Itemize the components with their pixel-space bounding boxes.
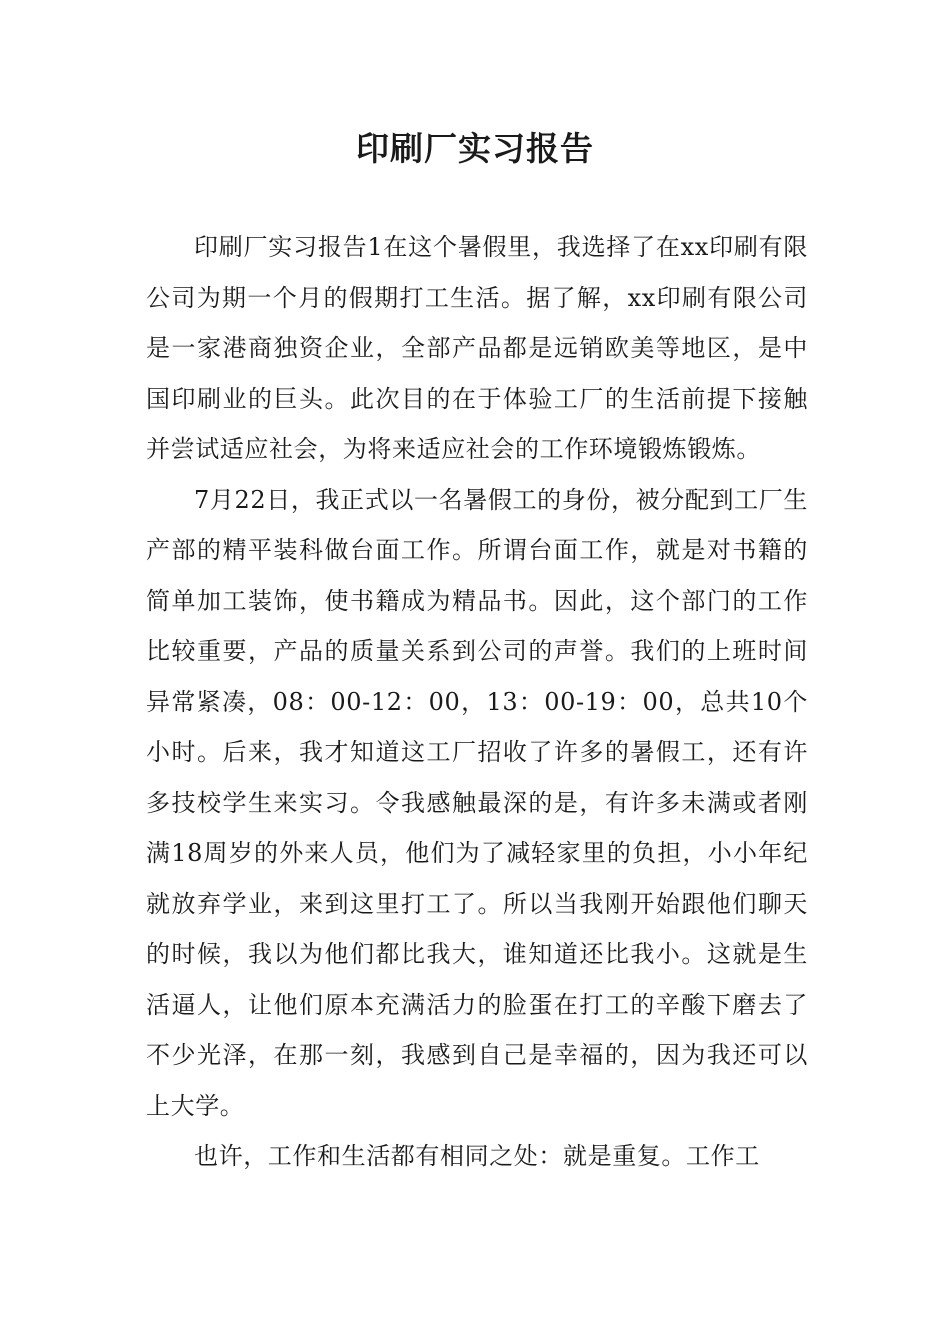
paragraph-2: 7月22日，我正式以一名暑假工的身份，被分配到工厂生产部的精平装科做台面工作。所谓台面工作，就是对书籍的简单加工装饰，使书籍成为精品书。因此，这个部门的工作比较重要，产品的质量关系到公司的声誉。我们的上班时间异常紧凑，08：00-12：00，13：00-19：00，总共10个小时。后来，我才知道这工厂招收了许多的暑假工，还有许多技校学生来实习。令我感触最深的是，有许多未满或者刚满18周岁的外来人员，他们为了减轻家里的负担，小小年纪就放弃学业，来到这里打工了。所以当我刚开始跟他们聊天的时候，我以为他们都比我大，谁知道还比我小。这就是生活逼人，让他们原本充满活力的脸蛋在打工的辛酸下磨去了不少光泽，在那一刻，我感到自己是幸福的，因为我还可以上大学。 — [146, 485, 808, 1120]
page-title: 印刷厂实习报告 — [356, 129, 594, 168]
document-body — [146, 222, 808, 1182]
paragraph-1: 印刷厂实习报告1在这个暑假里，我选择了在xx印刷有限公司为期一个月的假期打工生活。据了解，xx印刷有限公司是一家港商独资企业，全部产品都是远销欧美等地区，是中国印刷业的巨头。此次目的在于体验工厂的生活前提下接触并尝试适应社会，为将来适应社会的工作环境锻炼锻炼。 — [146, 233, 808, 463]
paragraph-3: 也许，工作和生活都有相同之处：就是重复。工作工 — [194, 1142, 760, 1170]
